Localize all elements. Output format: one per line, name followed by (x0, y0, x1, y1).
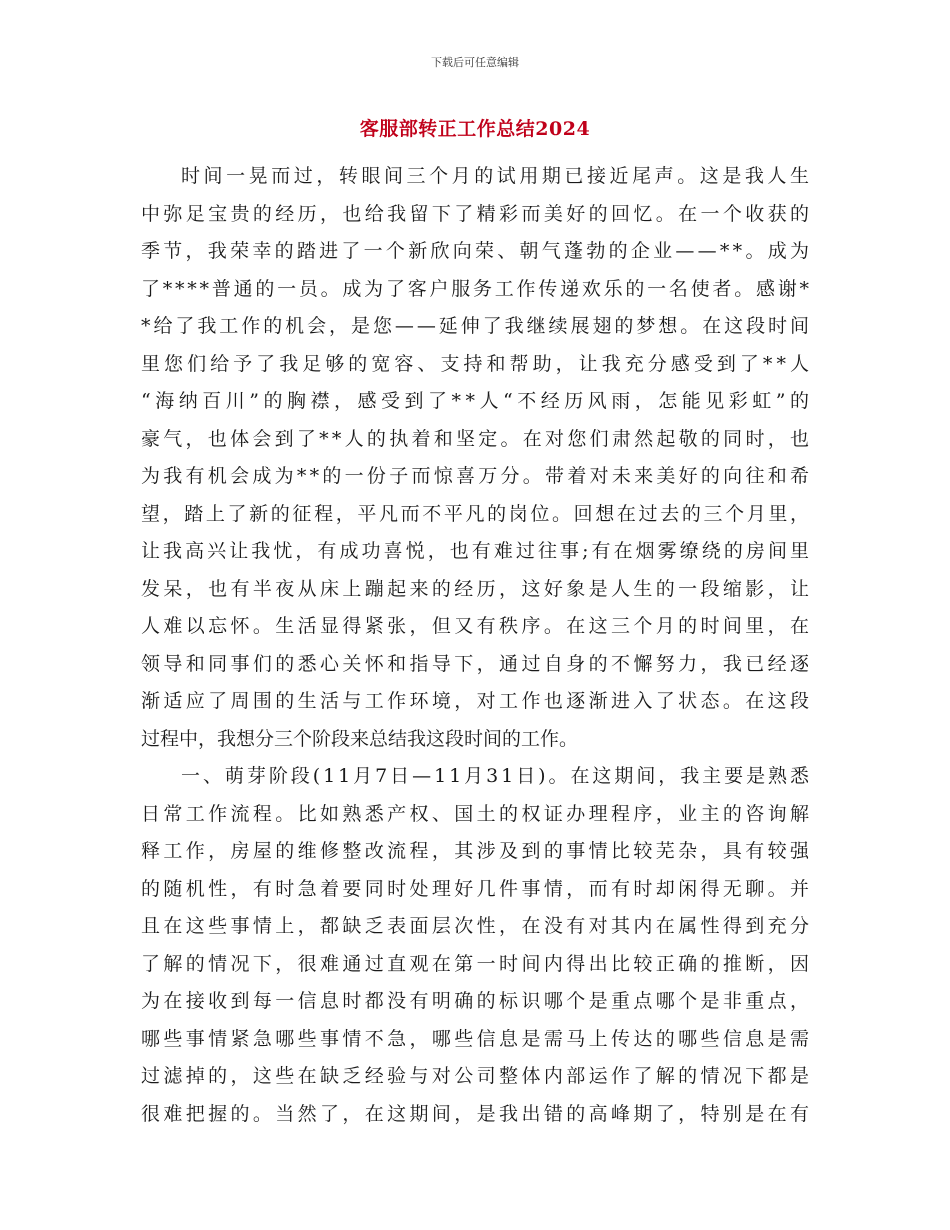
body-text-line: 领导和同事们的悉心关怀和指导下，通过自身的不懈努力，我已经逐 (141, 652, 813, 675)
body-text-line: 了解的情况下，很难通过直观在第一时间内得出比较正确的推断，因 (141, 952, 813, 975)
body-text-line: 过程中，我想分三个阶段来总结我这段时间的工作。 (141, 727, 579, 750)
body-text-line: 望，踏上了新的征程，平凡而不平凡的岗位。回想在过去的三个月里， (141, 502, 812, 525)
body-text-line: 季节，我荣幸的踏进了一个新欣向荣、朝气蓬勃的企业——**。成为 (141, 240, 813, 262)
body-text-line: 发呆，也有半夜从床上蹦起来的经历，这好象是人生的一段缩影，让 (141, 577, 813, 600)
body-text-line: 为我有机会成为**的一份子而惊喜万分。带着对未来美好的向往和希 (141, 465, 813, 487)
body-text-line: 渐适应了周围的生活与工作环境，对工作也逐渐进入了状态。在这段 (141, 690, 813, 712)
body-text-line: 为在接收到每一信息时都没有明确的标识哪个是重点哪个是非重点， (141, 990, 813, 1012)
body-text-line: 日常工作流程。比如熟悉产权、国土的权证办理程序，业主的咨询解 (141, 802, 813, 825)
header-note: 下载后可任意编辑 (431, 56, 519, 69)
body-text-line: 了****普通的一员。成为了客户服务工作传递欢乐的一名使者。感谢* (141, 277, 812, 300)
body-text-line: 中弥足宝贵的经历，也给我留下了精彩而美好的回忆。在一个收获的 (141, 202, 813, 225)
body-text-line: 且在这些事情上，都缺乏表面层次性，在没有对其内在属性得到充分 (141, 915, 813, 937)
document-body (141, 158, 814, 1133)
body-text-line: 让我高兴让我忧，有成功喜悦，也有难过往事;有在烟雾缭绕的房间里 (141, 540, 813, 562)
body-text-line: 一、萌芽阶段(11月7日—11月31日)。在这期间，我主要是熟悉 (181, 765, 812, 787)
body-text-line: 豪气，也体会到了**人的执着和坚定。在对您们肃然起敬的同时，也 (141, 427, 813, 450)
body-text-line: 哪些事情紧急哪些事情不急，哪些信息是需马上传达的哪些信息是需 (141, 1027, 813, 1050)
body-text-line: “海纳百川”的胸襟，感受到了**人“不经历风雨，怎能见彩虹”的 (141, 390, 814, 412)
body-text-line: 里您们给予了我足够的宽容、支持和帮助，让我充分感受到了**人 (141, 352, 814, 375)
document-title: 客服部转正工作总结2024 (359, 118, 591, 140)
body-text-line: 很难把握的。当然了，在这期间，是我出错的高峰期了，特别是在有 (141, 1102, 813, 1125)
body-text-line: 释工作，房屋的维修整改流程，其涉及到的事情比较芜杂，具有较强 (141, 840, 813, 862)
body-text-line: *给了我工作的机会，是您——延伸了我继续展翅的梦想。在这段时间 (141, 315, 812, 337)
body-text-line: 过滤掉的，这些在缺乏经验与对公司整体内部运作了解的情况下都是 (141, 1065, 813, 1087)
body-text-line: 人难以忘怀。生活显得紧张，但又有秩序。在这三个月的时间里，在 (141, 615, 813, 637)
body-text-line: 的随机性，有时急着要同时处理好几件事情，而有时却闲得无聊。并 (141, 877, 813, 900)
body-text-line: 时间一晃而过，转眼间三个月的试用期已接近尾声。这是我人生 (181, 165, 813, 187)
